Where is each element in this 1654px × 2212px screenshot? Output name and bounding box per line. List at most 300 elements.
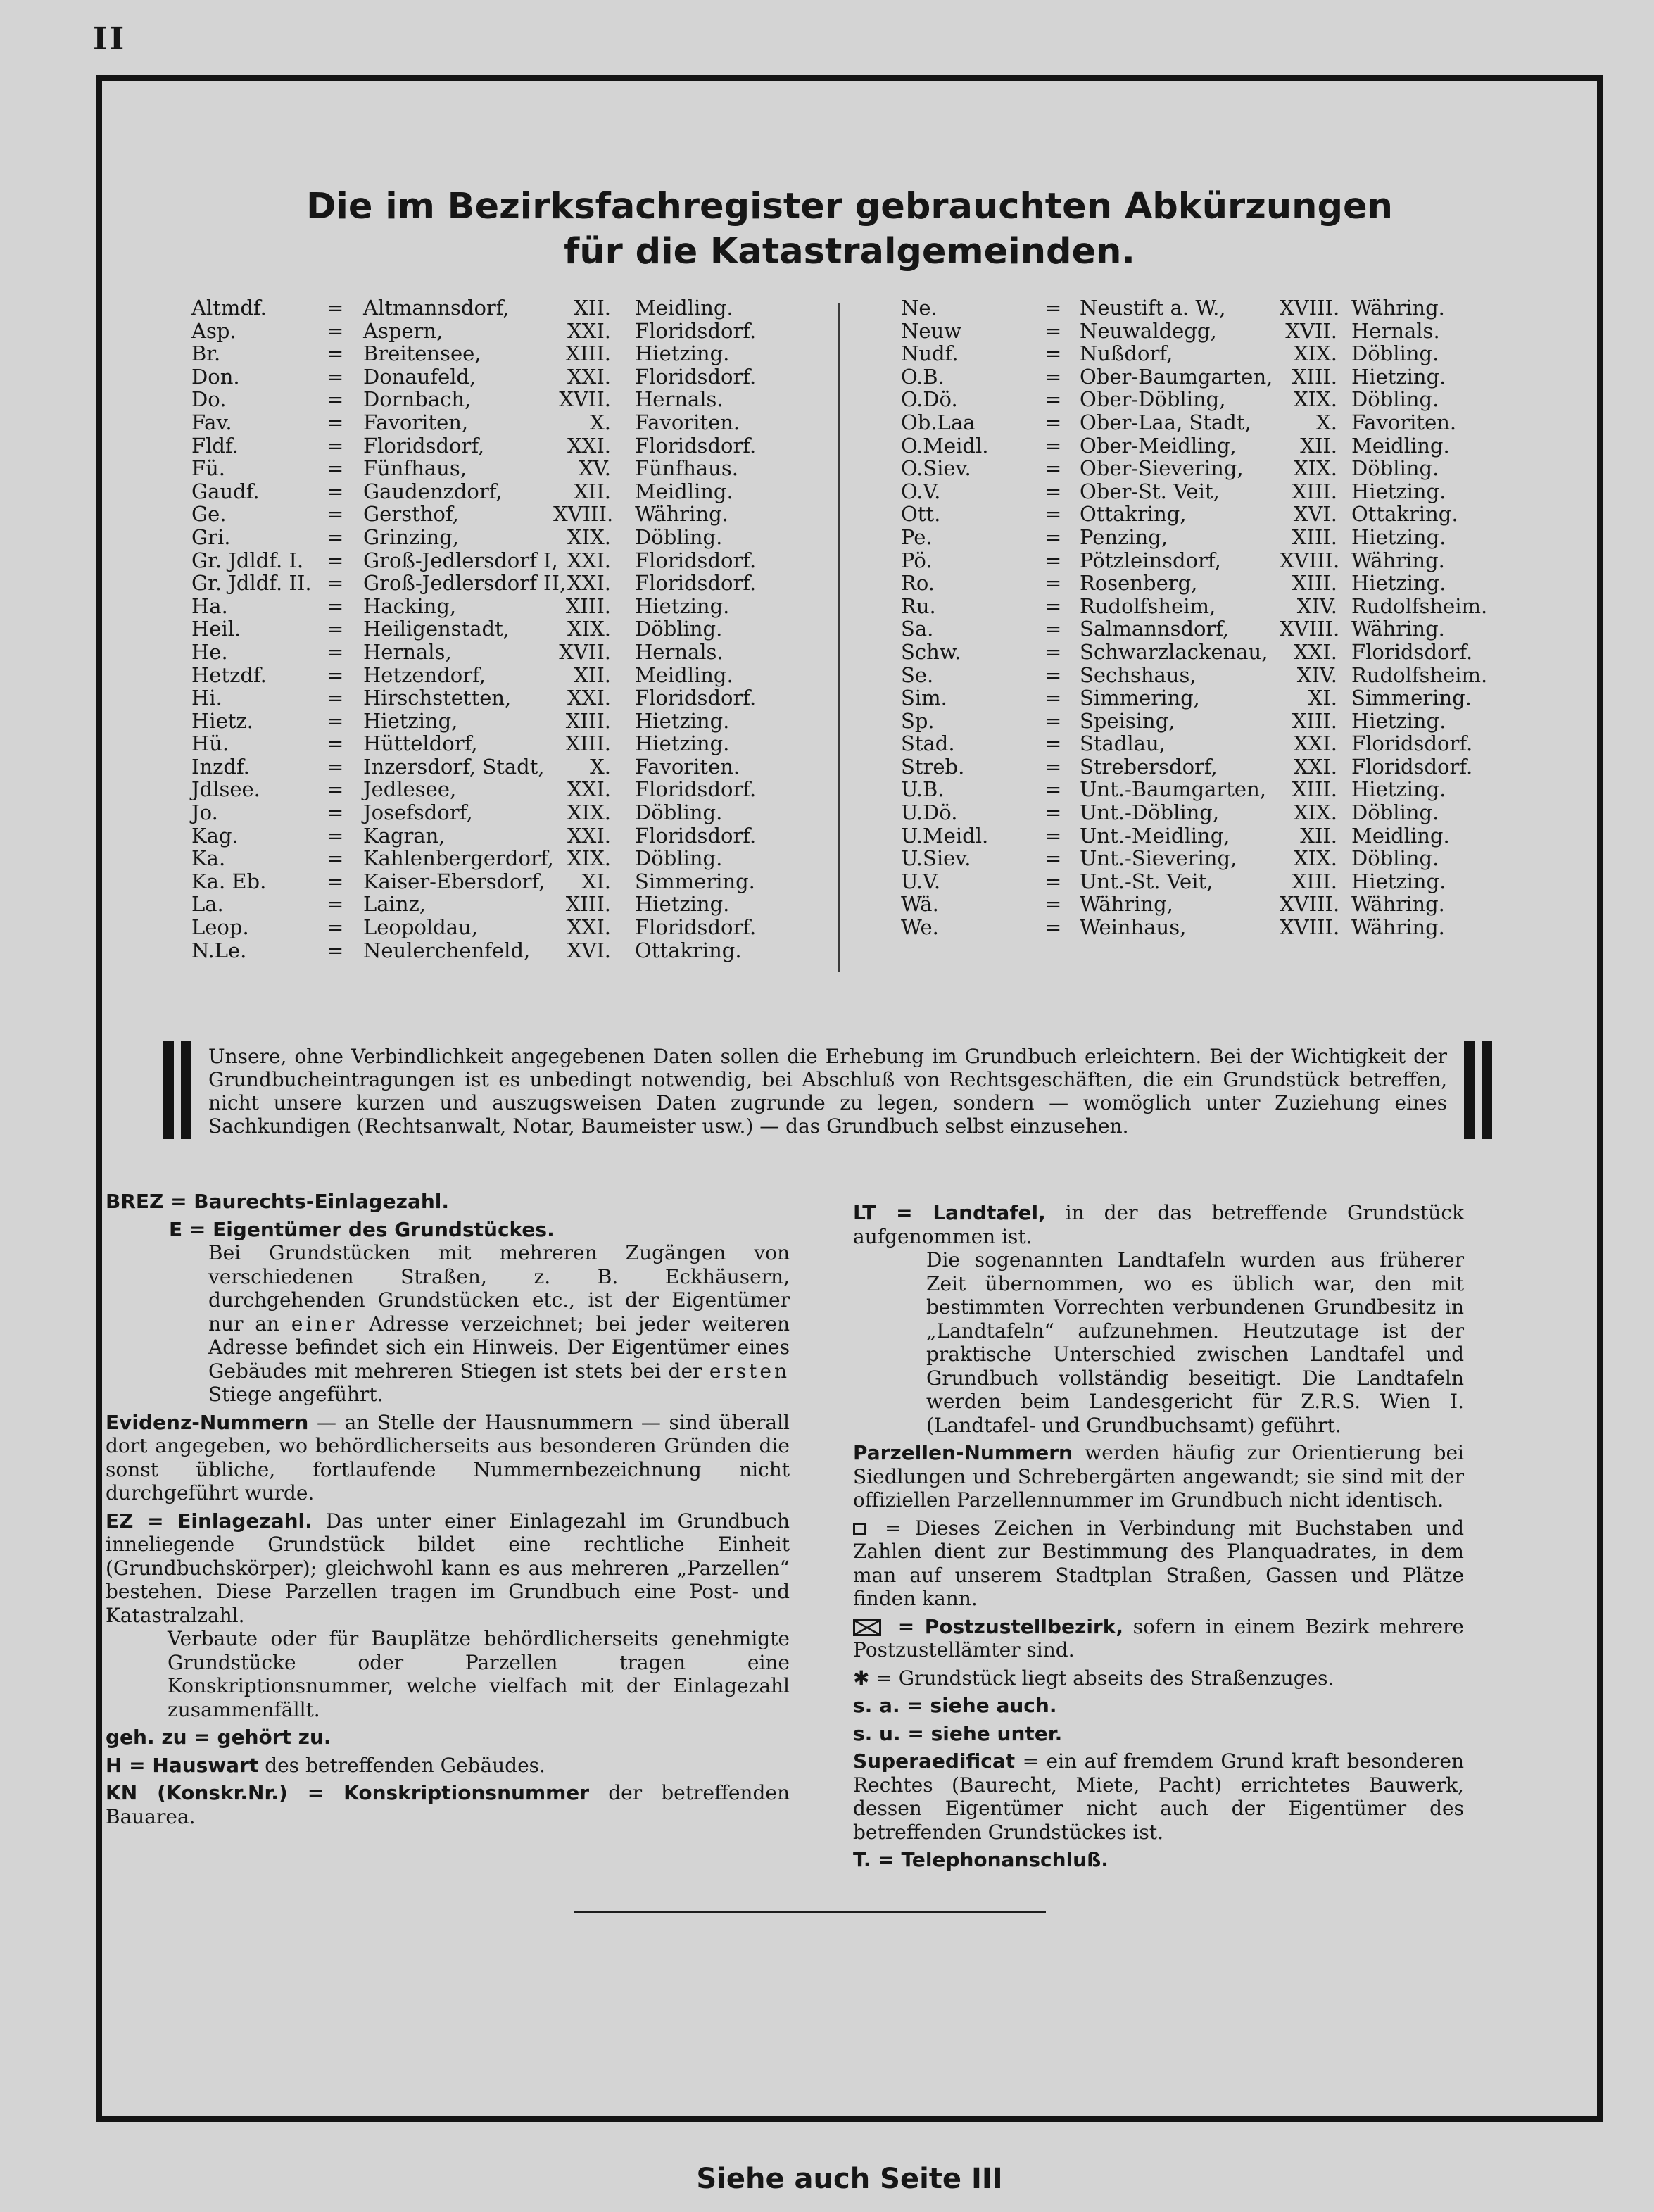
abbreviation-name: Kahlenbergerdorf, (363, 846, 554, 871)
abbreviation-district: Hietzing. (1351, 708, 1446, 733)
abbreviation-equals: = (1044, 686, 1062, 710)
legend-sa: s. a. = siehe auch. (853, 1694, 1057, 1717)
abbreviation-equals: = (1044, 318, 1062, 343)
legend-right (853, 1201, 1464, 1876)
abbreviation-name: Neustift a. W., (1080, 296, 1226, 320)
abbreviation-abbr: We. (901, 915, 939, 940)
abbreviation-abbr: O.B. (901, 364, 945, 389)
abbreviation-district-no: XIV. (1296, 593, 1337, 618)
abbreviation-abbr: Pe. (901, 524, 933, 549)
abbreviation-district-no: XII. (1300, 433, 1337, 458)
abbreviation-district-no: XIX. (567, 524, 611, 549)
abbreviation-abbr: Neuw (901, 318, 962, 343)
legend-geh: geh. zu = gehört zu. (106, 1726, 332, 1749)
abbreviation-name: Rosenberg, (1080, 571, 1198, 596)
abbreviation-abbr: O.Meidl. (901, 433, 989, 458)
abbreviation-district: Döbling. (1351, 846, 1439, 871)
abbreviation-equals: = (1044, 754, 1062, 779)
abbreviation-equals: = (327, 318, 344, 343)
abbreviation-equals: = (327, 662, 344, 687)
abbreviation-abbr: Gri. (191, 524, 231, 549)
abbreviation-equals: = (1044, 387, 1062, 412)
envelope-icon (853, 1619, 881, 1636)
abbreviation-abbr: Fü. (191, 456, 226, 481)
abbreviation-abbr: O.V. (901, 479, 941, 503)
abbreviation-district: Meidling. (1351, 823, 1450, 848)
abbreviation-name: Hetzendorf, (363, 662, 486, 687)
abbreviation-district: Floridsdorf. (635, 318, 757, 343)
abbreviation-district: Simmering. (635, 869, 755, 893)
abbreviation-abbr: Hi. (191, 686, 222, 710)
abbreviation-abbr: Fav. (191, 410, 232, 434)
abbreviation-abbr: Hü. (191, 731, 229, 756)
abbreviation-district: Hietzing. (1351, 364, 1446, 389)
abbreviation-district: Hernals. (1351, 318, 1440, 343)
abbreviation-name: Strebersdorf, (1080, 754, 1218, 779)
abbreviation-district: Hietzing. (1351, 524, 1446, 549)
abbreviation-abbr: U.B. (901, 777, 945, 802)
page-title (96, 184, 1603, 275)
abbreviation-district: Döbling. (1351, 456, 1439, 481)
abbreviation-name: Favoriten, (363, 410, 469, 434)
abbreviation-district: Favoriten. (635, 410, 740, 434)
legend-su: s. u. = siehe unter. (853, 1721, 1063, 1745)
abbreviation-district: Favoriten. (635, 754, 740, 779)
notice-text: Unsere, ohne Verbindlichkeit angegebenen Daten sollen die Erhebung im Grundbuch erleichtern. Bei der Wichtigkeit der Grundbucheintragungen ist es unbedingt notwendig, bei Abschluß von Rechtsgeschäften, die ein Grundstück betreffen, nicht unsere kurzen und auszugsweisen Daten zugrunde zu legen, sondern — womöglich unter Zuziehung eines Sachkundigen (Rechtsanwalt, Notar, Baumeister usw.) — das Grundbuch selbst einzusehen. (208, 1045, 1447, 1138)
abbreviation-district: Favoriten. (1351, 410, 1457, 434)
abbreviation-abbr: Ka. Eb. (191, 869, 267, 893)
abbreviation-name: Hietzing, (363, 708, 458, 733)
abbreviation-equals: = (327, 731, 344, 756)
abbreviation-equals: = (327, 708, 344, 733)
footer-reference: Siehe auch Seite III (696, 2163, 1003, 2195)
abbreviation-name: Rudolfsheim, (1080, 593, 1216, 618)
abbreviation-name: Dornbach, (363, 387, 472, 412)
abbreviation-equals: = (1044, 731, 1062, 756)
abbreviation-district: Döbling. (1351, 387, 1439, 412)
abbreviation-district-no: XXI. (567, 686, 611, 710)
abbreviation-equals: = (327, 571, 344, 596)
abbreviation-name: Groß-Jedlersdorf II, (363, 571, 567, 596)
abbreviation-district: Meidling. (635, 479, 733, 503)
abbreviation-name: Gersthof, (363, 502, 459, 527)
abbreviation-name: Unt.-Sievering, (1080, 846, 1237, 871)
abbreviation-equals: = (1044, 846, 1062, 871)
abbreviation-name: Nußdorf, (1080, 341, 1173, 366)
legend-parzellen: Parzellen-Nummern werden häufig zur Orientierung bei Siedlungen und Schrebergärten angewandt; sie sind mit der offiziellen Parzellennummer im Grundbuch nicht identisch. (853, 1441, 1464, 1512)
abbreviation-abbr: O.Siev. (901, 456, 971, 481)
abbreviation-equals: = (327, 938, 344, 962)
abbreviation-equals: = (1044, 456, 1062, 481)
abbreviation-district: Währing. (1351, 915, 1445, 940)
abbreviation-name: Groß-Jedlersdorf I, (363, 548, 558, 572)
abbreviation-abbr: U.Dö. (901, 800, 958, 825)
abbreviation-abbr: Ka. (191, 846, 226, 871)
abbreviation-district-no: XIX. (1294, 800, 1337, 825)
abbreviation-name: Ober-Laa, Stadt, (1080, 410, 1251, 434)
abbreviation-name: Breitensee, (363, 341, 481, 366)
abbreviation-abbr: Br. (191, 341, 221, 366)
abbreviation-district: Floridsdorf. (635, 915, 757, 940)
legend-star: ✱ = Grundstück liegt abseits des Straßenzuges. (853, 1666, 1334, 1690)
abbreviation-name: Kaiser-Ebersdorf, (363, 869, 545, 893)
abbreviation-district-no: XII. (574, 479, 611, 503)
bottom-rule (574, 1911, 1046, 1913)
abbreviation-equals: = (1044, 777, 1062, 802)
legend-square: = Dieses Zeichen in Verbindung mit Buchstaben und Zahlen dient zur Bestimmung des Planquadrates, in dem man auf unserem Stadtplan Straßen, Gassen und Plätze finden kann. (853, 1516, 1464, 1610)
abbreviation-district-no: XIII. (1292, 869, 1337, 893)
abbreviation-district-no: XIII. (1292, 571, 1337, 596)
star-icon: ✱ (853, 1666, 870, 1690)
abbreviation-equals: = (327, 800, 344, 825)
abbreviation-abbr: Fldf. (191, 433, 239, 458)
abbreviation-district: Hernals. (635, 387, 724, 412)
abbreviation-district: Hietzing. (1351, 571, 1446, 596)
abbreviation-name: Weinhaus, (1080, 915, 1187, 940)
title-line-1: Die im Bezirksfachregister gebrauchten Abkürzungen (306, 186, 1393, 227)
abbreviation-abbr: Wä. (901, 892, 939, 917)
abbreviation-name: Floridsdorf, (363, 433, 485, 458)
abbreviation-district: Währing. (1351, 892, 1445, 917)
abbreviation-equals: = (1044, 915, 1062, 940)
abbreviation-name: Simmering, (1080, 686, 1200, 710)
abbreviation-district-no: XII. (574, 662, 611, 687)
abbreviation-abbr: O.Dö. (901, 387, 958, 412)
abbreviation-district-no: XVIII. (1280, 892, 1340, 917)
abbreviation-district-no: XIV. (1296, 662, 1337, 687)
abbreviation-equals: = (1044, 708, 1062, 733)
abbreviation-name: Ober-Döbling, (1080, 387, 1226, 412)
abbreviation-equals: = (327, 433, 344, 458)
abbreviation-district: Döbling. (635, 524, 723, 549)
abbreviation-district-no: XIII. (1292, 777, 1337, 802)
notice-bars-right (1464, 1041, 1495, 1139)
abbreviation-district: Floridsdorf. (1351, 731, 1473, 756)
abbreviation-name: Unt.-St. Veit, (1080, 869, 1213, 893)
abbreviation-equals: = (327, 548, 344, 572)
abbreviation-equals: = (327, 639, 344, 664)
abbreviation-equals: = (1044, 571, 1062, 596)
abbreviation-district: Döbling. (635, 800, 723, 825)
abbreviation-district: Floridsdorf. (1351, 639, 1473, 664)
abbreviation-district: Meidling. (635, 662, 733, 687)
abbreviation-name: Ottakring, (1080, 502, 1187, 527)
abbreviation-abbr: U.Siev. (901, 846, 971, 871)
legend-evidenz: Evidenz-Nummern — an Stelle der Hausnummern — sind überall dort angegeben, wo behördlicherseits aus besonderen Gründen die sonst übliche, fortlaufende Nummernbezeichnung nicht durchgeführt wurde. (106, 1410, 790, 1504)
page-number: II (93, 21, 127, 57)
abbreviation-equals: = (327, 617, 344, 641)
abbreviation-name: Ober-Sievering, (1080, 456, 1244, 481)
abbreviation-district: Hietzing. (1351, 777, 1446, 802)
abbreviation-district-no: XXI. (1294, 731, 1337, 756)
abbreviation-abbr: Ha. (191, 593, 228, 618)
abbreviation-district-no: XIII. (565, 892, 611, 917)
abbreviation-equals: = (327, 593, 344, 618)
abbreviation-name: Fünfhaus, (363, 456, 467, 481)
abbreviation-district: Währing. (1351, 548, 1445, 572)
abbreviation-abbr: Kag. (191, 823, 239, 848)
abbreviation-equals: = (327, 410, 344, 434)
abbreviation-equals: = (1044, 823, 1062, 848)
abbreviation-district-no: XVIII. (1280, 548, 1340, 572)
abbreviation-abbr: Streb. (901, 754, 965, 779)
abbreviation-name: Hütteldorf, (363, 731, 478, 756)
abbreviation-district-no: XIII. (1292, 364, 1337, 389)
abbreviation-name: Heiligenstadt, (363, 617, 510, 641)
abbreviation-district: Döbling. (635, 846, 723, 871)
abbreviation-name: Ober-Meidling, (1080, 433, 1237, 458)
abbreviation-district-no: XXI. (567, 915, 611, 940)
abbreviation-abbr: Sp. (901, 708, 935, 733)
abbreviation-district-no: XII. (1300, 823, 1337, 848)
abbreviation-district-no: XII. (574, 296, 611, 320)
abbreviation-district-no: XXI. (567, 777, 611, 802)
abbreviation-district: Währing. (635, 502, 728, 527)
title-line-2: für die Katastralgemeinden. (564, 231, 1135, 272)
abbreviation-equals: = (327, 524, 344, 549)
abbreviation-abbr: He. (191, 639, 228, 664)
abbreviation-abbr: Schw. (901, 639, 961, 664)
abbreviation-name: Leopoldau, (363, 915, 478, 940)
abbreviation-equals: = (1044, 892, 1062, 917)
legend-left (106, 1190, 790, 1833)
abbreviation-equals: = (327, 341, 344, 366)
abbreviation-district: Hietzing. (635, 892, 730, 917)
abbreviation-name: Inzersdorf, Stadt, (363, 754, 545, 779)
abbreviation-abbr: Leop. (191, 915, 249, 940)
abbreviation-equals: = (1044, 639, 1062, 664)
abbreviation-name: Lainz, (363, 892, 426, 917)
abbreviation-district-no: XVII. (559, 639, 611, 664)
abbreviation-district: Floridsdorf. (1351, 754, 1473, 779)
abbreviation-district-no: XVIII. (1280, 915, 1340, 940)
legend-brez: BREZ = Baurechts-Einlagezahl. (106, 1190, 450, 1213)
abbreviation-district-no: X. (590, 410, 611, 434)
abbreviation-district: Rudolfsheim. (1351, 593, 1488, 618)
abbreviation-equals: = (1044, 617, 1062, 641)
abbreviation-district: Meidling. (1351, 433, 1450, 458)
abbreviation-district: Währing. (1351, 296, 1445, 320)
abbreviation-abbr: Gr. Jdldf. II. (191, 571, 312, 596)
abbreviation-district: Hernals. (635, 639, 724, 664)
abbreviation-district: Rudolfsheim. (1351, 662, 1488, 687)
abbreviation-district: Hietzing. (635, 731, 730, 756)
abbreviation-abbr: Hietz. (191, 708, 253, 733)
abbreviation-district-no: X. (1316, 410, 1337, 434)
abbreviation-abbr: Ne. (901, 296, 938, 320)
abbreviation-district-no: XVIII. (1280, 296, 1340, 320)
abbreviation-abbr: Asp. (191, 318, 236, 343)
abbreviation-equals: = (1044, 364, 1062, 389)
abbreviation-district: Währing. (1351, 617, 1445, 641)
abbreviation-abbr: Sim. (901, 686, 947, 710)
abbreviation-equals: = (327, 456, 344, 481)
abbreviation-name: Pötzleinsdorf, (1080, 548, 1221, 572)
abbreviation-name: Währing, (1080, 892, 1173, 917)
abbreviation-abbr: Ru. (901, 593, 936, 618)
abbreviation-name: Sechshaus, (1080, 662, 1197, 687)
abbreviation-district-no: XXI. (567, 318, 611, 343)
abbreviation-district: Floridsdorf. (635, 777, 757, 802)
abbreviation-abbr: Ro. (901, 571, 935, 596)
abbreviation-equals: = (327, 846, 344, 871)
abbreviation-name: Neuwaldegg, (1080, 318, 1217, 343)
abbreviation-district-no: XIII. (565, 593, 611, 618)
abbreviation-district-no: XI. (1308, 686, 1337, 710)
abbreviation-district: Ottakring. (635, 938, 742, 962)
abbreviation-district: Hietzing. (1351, 869, 1446, 893)
abbreviation-district-no: XI. (581, 869, 611, 893)
abbreviation-equals: = (1044, 593, 1062, 618)
column-divider (838, 303, 840, 972)
abbreviation-abbr: Do. (191, 387, 227, 412)
abbreviation-name: Grinzing, (363, 524, 459, 549)
abbreviation-equals: = (1044, 502, 1062, 527)
abbreviation-name: Kagran, (363, 823, 446, 848)
abbreviation-equals: = (327, 686, 344, 710)
abbreviation-name: Unt.-Döbling, (1080, 800, 1220, 825)
abbreviation-abbr: U.V. (901, 869, 941, 893)
abbreviation-name: Jedlesee, (363, 777, 457, 802)
abbreviation-district-no: XXI. (567, 433, 611, 458)
abbreviation-district: Floridsdorf. (635, 823, 757, 848)
abbreviation-district: Hietzing. (635, 593, 730, 618)
legend-e: E = Eigentümer des Grundstückes. Bei Grundstücken mit mehreren Zugängen von verschiedenen Straßen, z. B. Eckhäusern, durchgehenden Grundstücken etc., ist der Eigentümer nur an einer Adresse verzeichnet; bei jeder weiteren Adresse befindet sich ein Hinweis. Der Eigentümer eines Gebäudes mit mehreren Stiegen ist stets bei der ersten Stiege angeführt. (169, 1217, 790, 1406)
abbreviation-name: Hacking, (363, 593, 457, 618)
abbreviation-name: Altmannsdorf, (363, 296, 510, 320)
abbreviation-district-no: XIX. (1294, 456, 1337, 481)
abbreviation-equals: = (1044, 296, 1062, 320)
abbreviation-equals: = (327, 479, 344, 503)
abbreviation-abbr: Jdlsee. (191, 777, 260, 802)
abbreviation-equals: = (327, 892, 344, 917)
abbreviation-abbr: Ott. (901, 502, 941, 527)
abbreviation-equals: = (327, 754, 344, 779)
abbreviation-abbr: Nudf. (901, 341, 959, 366)
abbreviation-district-no: XV. (579, 456, 611, 481)
abbreviation-name: Donaufeld, (363, 364, 476, 389)
abbreviation-district-no: XIII. (1292, 479, 1337, 503)
abbreviation-district-no: XIX. (567, 800, 611, 825)
abbreviation-district-no: XVI. (1293, 502, 1337, 527)
abbreviation-district: Hietzing. (635, 341, 730, 366)
abbreviation-name: Hernals, (363, 639, 452, 664)
abbreviation-district: Floridsdorf. (635, 548, 757, 572)
abbreviation-name: Ober-St. Veit, (1080, 479, 1220, 503)
abbreviation-district-no: X. (590, 754, 611, 779)
square-icon (853, 1523, 866, 1535)
legend-t: T. = Telephonanschluß. (853, 1848, 1109, 1871)
abbreviation-name: Speising, (1080, 708, 1175, 733)
abbreviation-equals: = (1044, 433, 1062, 458)
abbreviation-district: Floridsdorf. (635, 364, 757, 389)
abbreviation-abbr: Ob.Laa (901, 410, 976, 434)
abbreviation-district-no: XIII. (565, 708, 611, 733)
abbreviation-district-no: XIX. (567, 617, 611, 641)
abbreviation-equals: = (1044, 869, 1062, 893)
abbreviation-abbr: Jo. (191, 800, 218, 825)
legend-kn: KN (Konskr.Nr.) = Konskriptionsnummer der betreffenden Bauarea. (106, 1781, 790, 1828)
abbreviation-abbr: Heil. (191, 617, 241, 641)
abbreviation-equals: = (327, 296, 344, 320)
abbreviation-equals: = (327, 823, 344, 848)
abbreviation-equals: = (1044, 410, 1062, 434)
abbreviation-district: Döbling. (635, 617, 723, 641)
abbreviation-district-no: XIX. (1294, 387, 1337, 412)
abbreviation-abbr: Se. (901, 662, 934, 687)
abbreviation-equals: = (327, 387, 344, 412)
abbreviation-district-no: XXI. (1294, 754, 1337, 779)
abbreviation-equals: = (327, 869, 344, 893)
abbreviation-equals: = (1044, 479, 1062, 503)
legend-postzustell: = Postzustellbezirk, sofern in einem Bezirk mehrere Postzustellämter sind. (853, 1614, 1464, 1661)
notice-bars-left (163, 1041, 194, 1139)
abbreviation-abbr: Gaudf. (191, 479, 260, 503)
abbreviation-abbr: Altmdf. (191, 296, 267, 320)
abbreviation-district: Hietzing. (1351, 479, 1446, 503)
abbreviation-district: Döbling. (1351, 341, 1439, 366)
legend-ez: EZ = Einlagezahl. Das unter einer Einlagezahl im Grundbuch inneliegende Grundstück bildet eine rechtliche Einheit (Grundbuchskörper); gleichwohl kann es aus mehreren „Parzellen“ bestehen. Diese Parzellen tragen im Grundbuch eine Post- und Katastralzahl. Verbaute oder für Bauplätze behördlicherseits genehmigte Grundstücke oder Parzellen tragen eine Konskriptionsnummer, welche vielfach mit der Einlagezahl zusammenfällt. (106, 1509, 790, 1721)
abbreviation-district: Hietzing. (635, 708, 730, 733)
abbreviation-district: Fünfhaus. (635, 456, 738, 481)
abbreviation-name: Penzing, (1080, 524, 1168, 549)
abbreviation-district-no: XVII. (1285, 318, 1337, 343)
abbreviation-abbr: Inzdf. (191, 754, 250, 779)
abbreviation-abbr: U.Meidl. (901, 823, 989, 848)
abbreviation-district-no: XXI. (567, 364, 611, 389)
abbreviation-district-no: XVII. (559, 387, 611, 412)
abbreviation-name: Neulerchenfeld, (363, 938, 531, 962)
abbreviation-district-no: XXI. (567, 571, 611, 596)
abbreviation-district-no: XIII. (565, 731, 611, 756)
abbreviation-district: Meidling. (635, 296, 733, 320)
legend-h: H = Hauswart des betreffenden Gebäudes. (106, 1753, 545, 1777)
abbreviation-equals: = (327, 364, 344, 389)
abbreviation-district-no: XXI. (1294, 639, 1337, 664)
abbreviation-district-no: XVI. (567, 938, 611, 962)
abbreviation-district-no: XIX. (1294, 341, 1337, 366)
abbreviation-district: Ottakring. (1351, 502, 1458, 527)
abbreviation-name: Unt.-Meidling, (1080, 823, 1230, 848)
abbreviation-abbr: Sa. (901, 617, 934, 641)
abbreviation-abbr: N.Le. (191, 938, 247, 962)
abbreviation-equals: = (1044, 800, 1062, 825)
abbreviation-name: Stadlau, (1080, 731, 1166, 756)
abbreviation-district-no: XIX. (1294, 846, 1337, 871)
abbreviation-name: Ober-Baumgarten, (1080, 364, 1273, 389)
abbreviation-name: Salmannsdorf, (1080, 617, 1230, 641)
abbreviation-district-no: XIII. (565, 341, 611, 366)
abbreviation-name: Hirschstetten, (363, 686, 512, 710)
abbreviation-name: Josefsdorf, (363, 800, 473, 825)
abbreviation-district-no: XIX. (567, 846, 611, 871)
abbreviation-equals: = (1044, 548, 1062, 572)
abbreviation-district: Floridsdorf. (635, 571, 757, 596)
abbreviation-equals: = (1044, 341, 1062, 366)
abbreviation-name: Gaudenzdorf, (363, 479, 503, 503)
abbreviation-equals: = (1044, 524, 1062, 549)
abbreviation-district-no: XVIII. (1280, 617, 1340, 641)
abbreviation-abbr: Hetzdf. (191, 662, 267, 687)
abbreviation-district: Döbling. (1351, 800, 1439, 825)
abbreviation-abbr: Stad. (901, 731, 955, 756)
abbreviation-district: Simmering. (1351, 686, 1472, 710)
abbreviation-district: Floridsdorf. (635, 433, 757, 458)
legend-superaedificat: Superaedificat = ein auf fremdem Grund kraft besonderen Rechtes (Baurecht, Miete, Pacht) errichtetes Bauwerk, dessen Eigentümer nicht auch der Eigentümer des betreffenden Grundstückes ist. (853, 1749, 1464, 1844)
abbreviation-name: Aspern, (363, 318, 443, 343)
abbreviation-equals: = (327, 777, 344, 802)
abbreviation-district-no: XIII. (1292, 708, 1337, 733)
